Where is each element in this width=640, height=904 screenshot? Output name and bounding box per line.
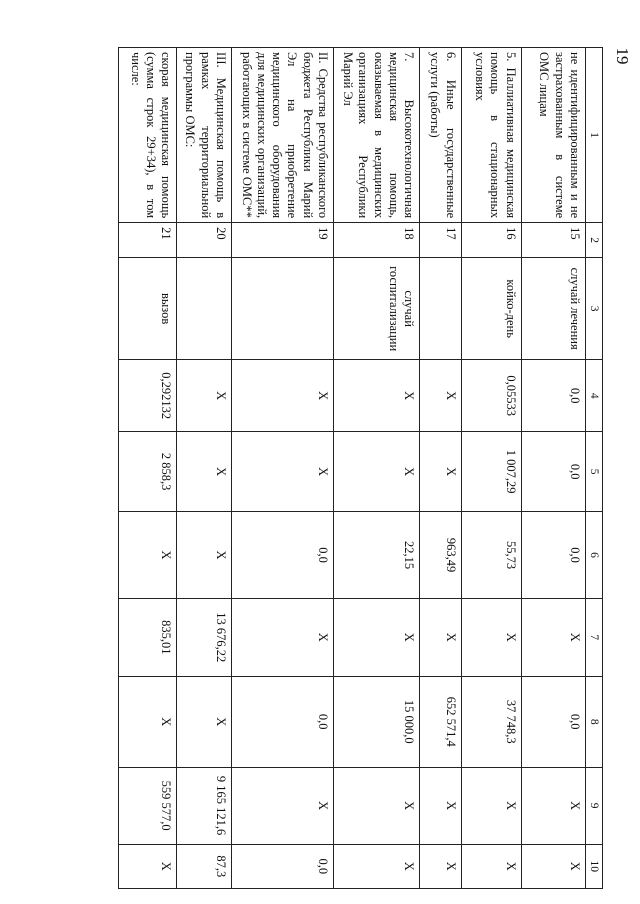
table-cell: 835,01: [119, 598, 177, 676]
row-name: II. Средства республиканского бюджета Республики Марий Эл на приобретение медицинского оборудования для медицинских организаций, работающих в системе ОМС**: [231, 48, 333, 223]
column-header: 7: [585, 598, 602, 676]
rotated-table-sheet: [118, 47, 603, 889]
table-cell: X: [461, 598, 521, 676]
table-cell: 55,73: [461, 512, 521, 599]
table-cell: X: [333, 598, 419, 676]
table-cell: X: [119, 512, 177, 599]
table-cell: X: [231, 360, 333, 432]
table-cell: X: [333, 360, 419, 432]
table-cell: X: [231, 432, 333, 512]
table-cell: 652 571,4: [420, 676, 461, 767]
table-cell: 2 858,3: [119, 432, 177, 512]
table-cell: X: [177, 676, 232, 767]
table-cell: 13 676,22: [177, 598, 232, 676]
table-cell: X: [461, 767, 521, 844]
row-name: 5. Паллиативная медицинская помощь в стационарных условиях: [461, 48, 521, 223]
column-header: 5: [585, 432, 602, 512]
column-number-row: [585, 48, 602, 889]
table-row: [231, 48, 333, 889]
row-name: скорая медицинская помощь (сумма строк 29+34), в том числе:: [119, 48, 177, 223]
table-cell: 87,3: [177, 844, 232, 888]
page-number: 19: [613, 47, 632, 65]
table-cell: 0,0: [231, 676, 333, 767]
table-cell: 559 577,0: [119, 767, 177, 844]
table-cell: X: [119, 844, 177, 888]
table-cell: 963,49: [420, 512, 461, 599]
table-cell: X: [333, 844, 419, 888]
table-cell: X: [231, 767, 333, 844]
row-code: 20: [177, 223, 232, 258]
table-row: [119, 48, 177, 889]
table-cell: X: [420, 598, 461, 676]
table-row: [461, 48, 521, 889]
column-header: 4: [585, 360, 602, 432]
table-cell: 0,05533: [461, 360, 521, 432]
table-cell: X: [420, 432, 461, 512]
column-header: 10: [585, 844, 602, 888]
column-header: 9: [585, 767, 602, 844]
row-code: 15: [521, 223, 585, 258]
row-code: 21: [119, 223, 177, 258]
table-cell: 37 748,3: [461, 676, 521, 767]
table-cell: X: [231, 598, 333, 676]
table-cell: X: [420, 360, 461, 432]
table-cell: 0,0: [521, 512, 585, 599]
table-cell: X: [420, 844, 461, 888]
table-cell: 9 165 121,6: [177, 767, 232, 844]
row-name: не идентифицированным и не застрахованным в системе ОМС лицам: [521, 48, 585, 223]
table-cell: 0,0: [521, 676, 585, 767]
table-cell: X: [521, 844, 585, 888]
column-header: 6: [585, 512, 602, 599]
unit-cell: случай лечения: [521, 257, 585, 359]
table-cell: X: [177, 432, 232, 512]
table-cell: X: [461, 844, 521, 888]
table-row: [420, 48, 461, 889]
table-row: [521, 48, 585, 889]
row-code: 19: [231, 223, 333, 258]
table-cell: X: [177, 512, 232, 599]
table-cell: 0,292132: [119, 360, 177, 432]
unit-cell: койко-день: [461, 257, 521, 359]
unit-cell: случай госпитализации: [333, 257, 419, 359]
unit-cell: вызов: [119, 257, 177, 359]
column-header: 8: [585, 676, 602, 767]
table-cell: X: [521, 598, 585, 676]
row-code: 18: [333, 223, 419, 258]
unit-cell: [420, 257, 461, 359]
table-row: [177, 48, 232, 889]
table-cell: X: [177, 360, 232, 432]
table-cell: 22,15: [333, 512, 419, 599]
table-cell: 0,0: [521, 432, 585, 512]
row-name: III. Медицинская помощь в рамках территориальной программы ОМС:: [177, 48, 232, 223]
table-cell: 15 000,0: [333, 676, 419, 767]
table-row: [333, 48, 419, 889]
unit-cell: [231, 257, 333, 359]
column-header: 3: [585, 257, 602, 359]
unit-cell: [177, 257, 232, 359]
column-header: 1: [585, 48, 602, 223]
table-cell: X: [333, 432, 419, 512]
row-name: 6. Иные государственные услуги (работы): [420, 48, 461, 223]
table-cell: 0,0: [231, 844, 333, 888]
table-cell: 1 007,29: [461, 432, 521, 512]
table-cell: X: [333, 767, 419, 844]
table-cell: X: [521, 767, 585, 844]
row-code: 16: [461, 223, 521, 258]
table-cell: X: [119, 676, 177, 767]
table-cell: X: [420, 767, 461, 844]
row-name: 7. Высокотехнологичная медицинская помощь, оказываемая в медицинских организациях Республики Марий Эл: [333, 48, 419, 223]
row-code: 17: [420, 223, 461, 258]
column-header: 2: [585, 223, 602, 258]
data-table: [118, 47, 603, 889]
table-cell: 0,0: [521, 360, 585, 432]
table-cell: 0,0: [231, 512, 333, 599]
